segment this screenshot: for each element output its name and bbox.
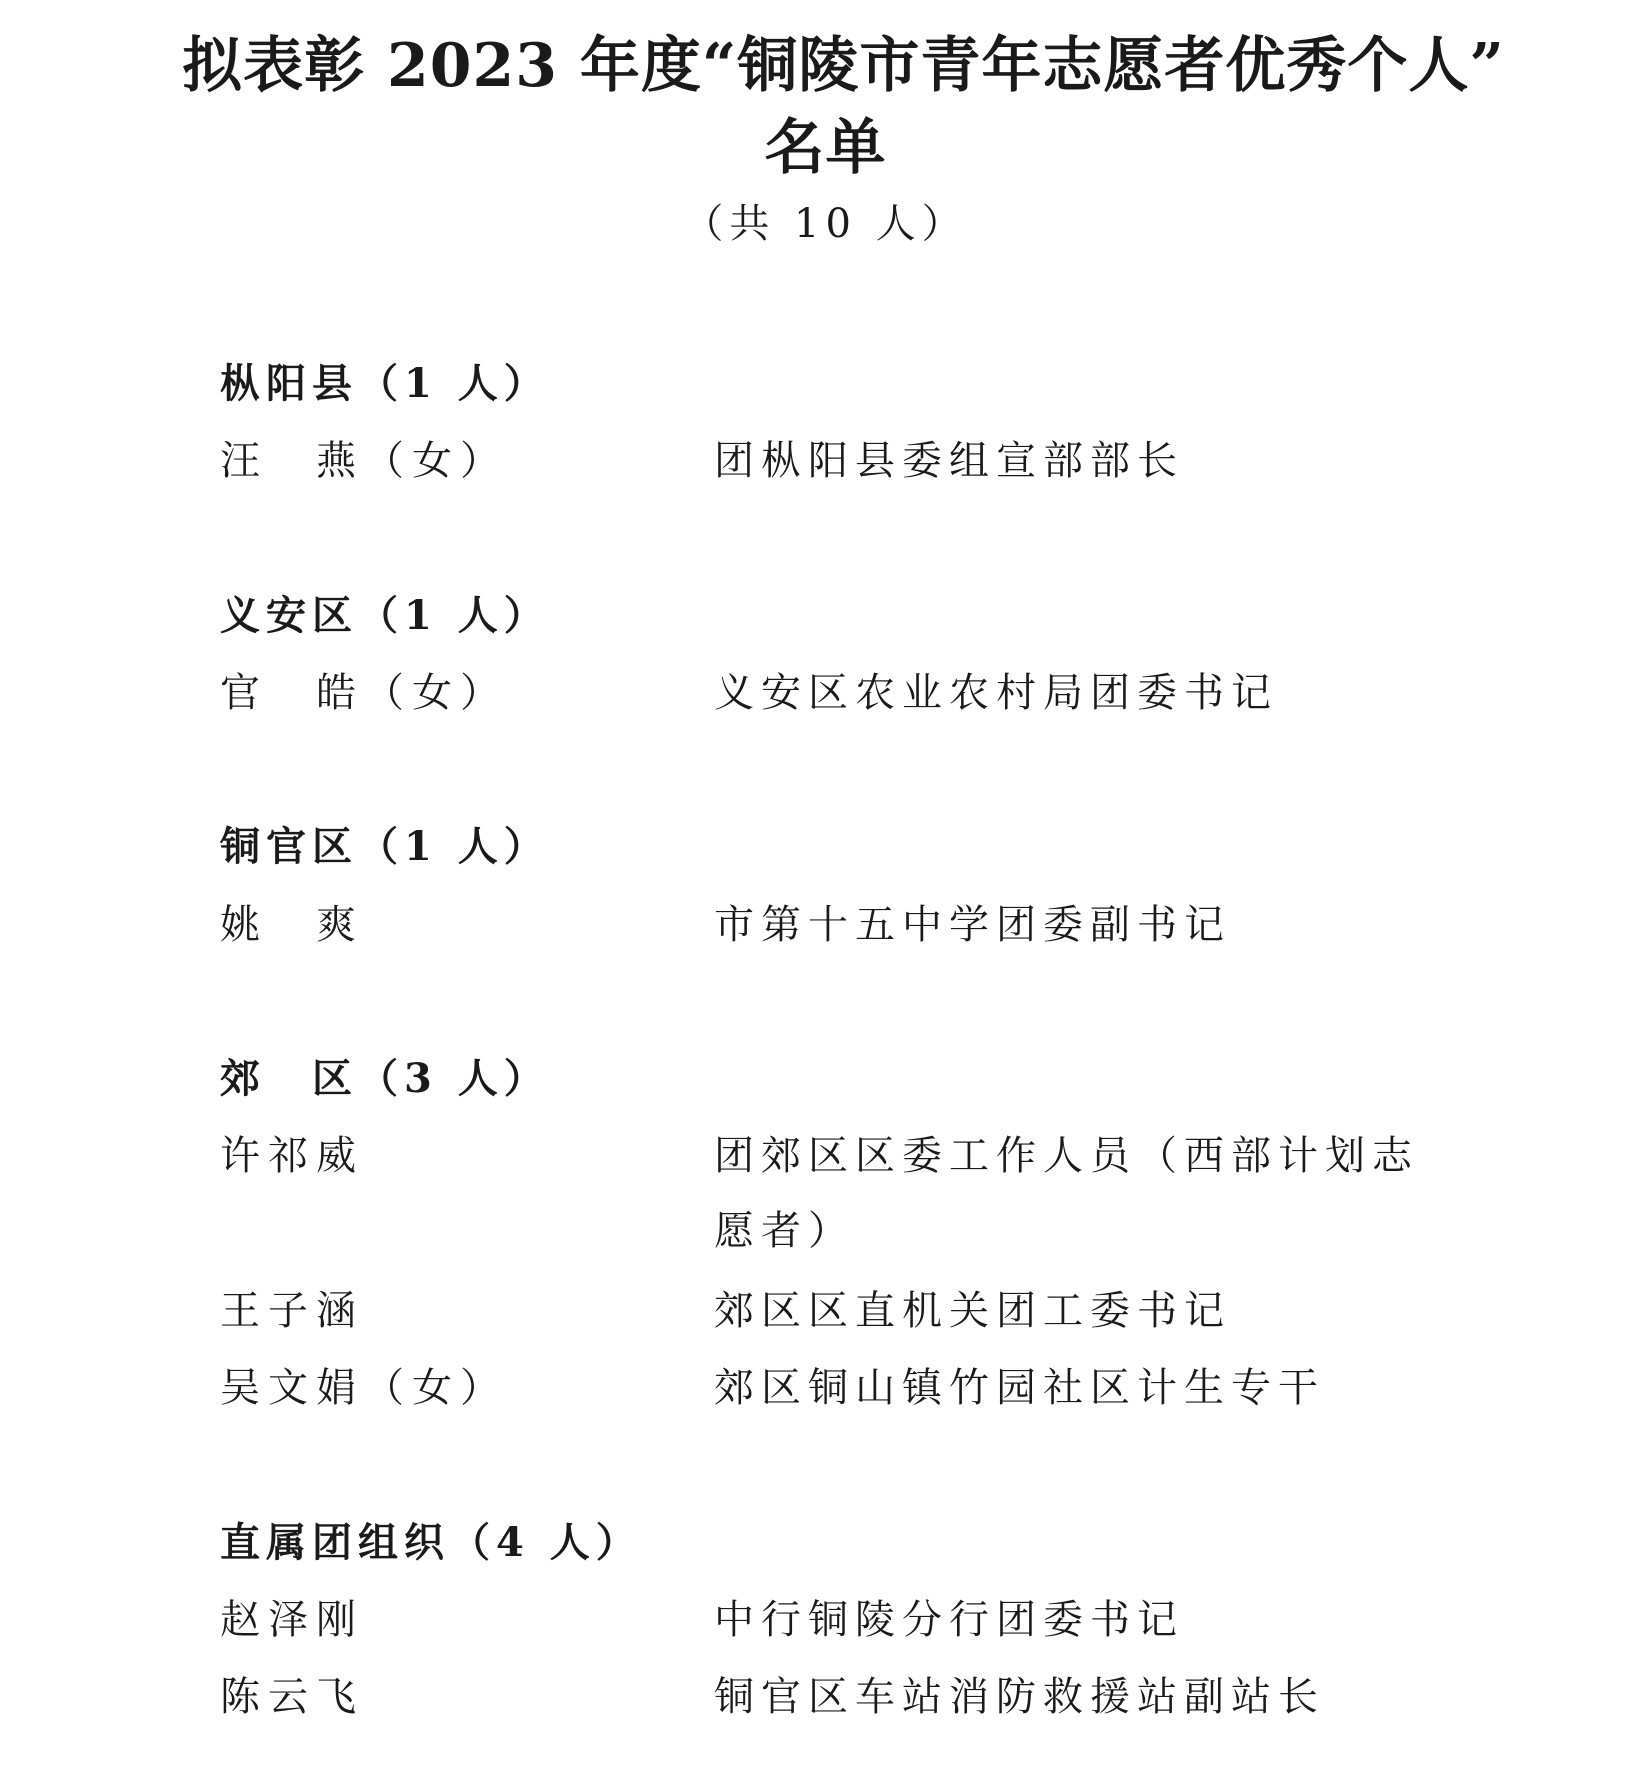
person-role: 铜官区车站消防救援站副站长 <box>714 1674 1325 1720</box>
person-name: 赵泽刚 <box>220 1597 364 1643</box>
person-name: 王子涵 <box>220 1288 364 1334</box>
person-role: 郊区区直机关团工委书记 <box>714 1288 1231 1334</box>
person-name: 吴文娟（女） <box>220 1365 508 1411</box>
person-name: 许祁威 <box>220 1133 364 1179</box>
group-heading-zongyang: 枞阳县（1 人） <box>220 360 550 407</box>
person-name: 汪 燕（女） <box>220 438 508 484</box>
document-subtitle: （共 10 人） <box>683 201 968 247</box>
person-role: 团郊区区委工作人员（西部计划志愿者） <box>714 1133 1419 1254</box>
person-name: 陈云飞 <box>220 1674 364 1720</box>
person-name: 姚 爽 <box>220 902 364 948</box>
person-role: 义安区农业农村局团委书记 <box>714 670 1278 716</box>
document-title-line-1: 拟表彰 2023 年度“铜陵市青年志愿者优秀个人” <box>182 31 1505 101</box>
document-title-line-2: 名单 <box>764 113 887 183</box>
person-role: 郊区铜山镇竹园社区计生专干 <box>714 1365 1325 1411</box>
person-role: 市第十五中学团委副书记 <box>714 902 1231 948</box>
group-heading-jiaoqu: 郊 区（3 人） <box>220 1055 550 1102</box>
group-heading-direct: 直属团组织（4 人） <box>220 1519 642 1566</box>
person-role: 中行铜陵分行团委书记 <box>714 1597 1184 1643</box>
person-name: 官 皓（女） <box>220 670 508 716</box>
person-role: 团枞阳县委组宣部部长 <box>714 438 1184 484</box>
group-heading-tongguan: 铜官区（1 人） <box>220 823 550 870</box>
group-heading-yian: 义安区（1 人） <box>220 592 550 639</box>
